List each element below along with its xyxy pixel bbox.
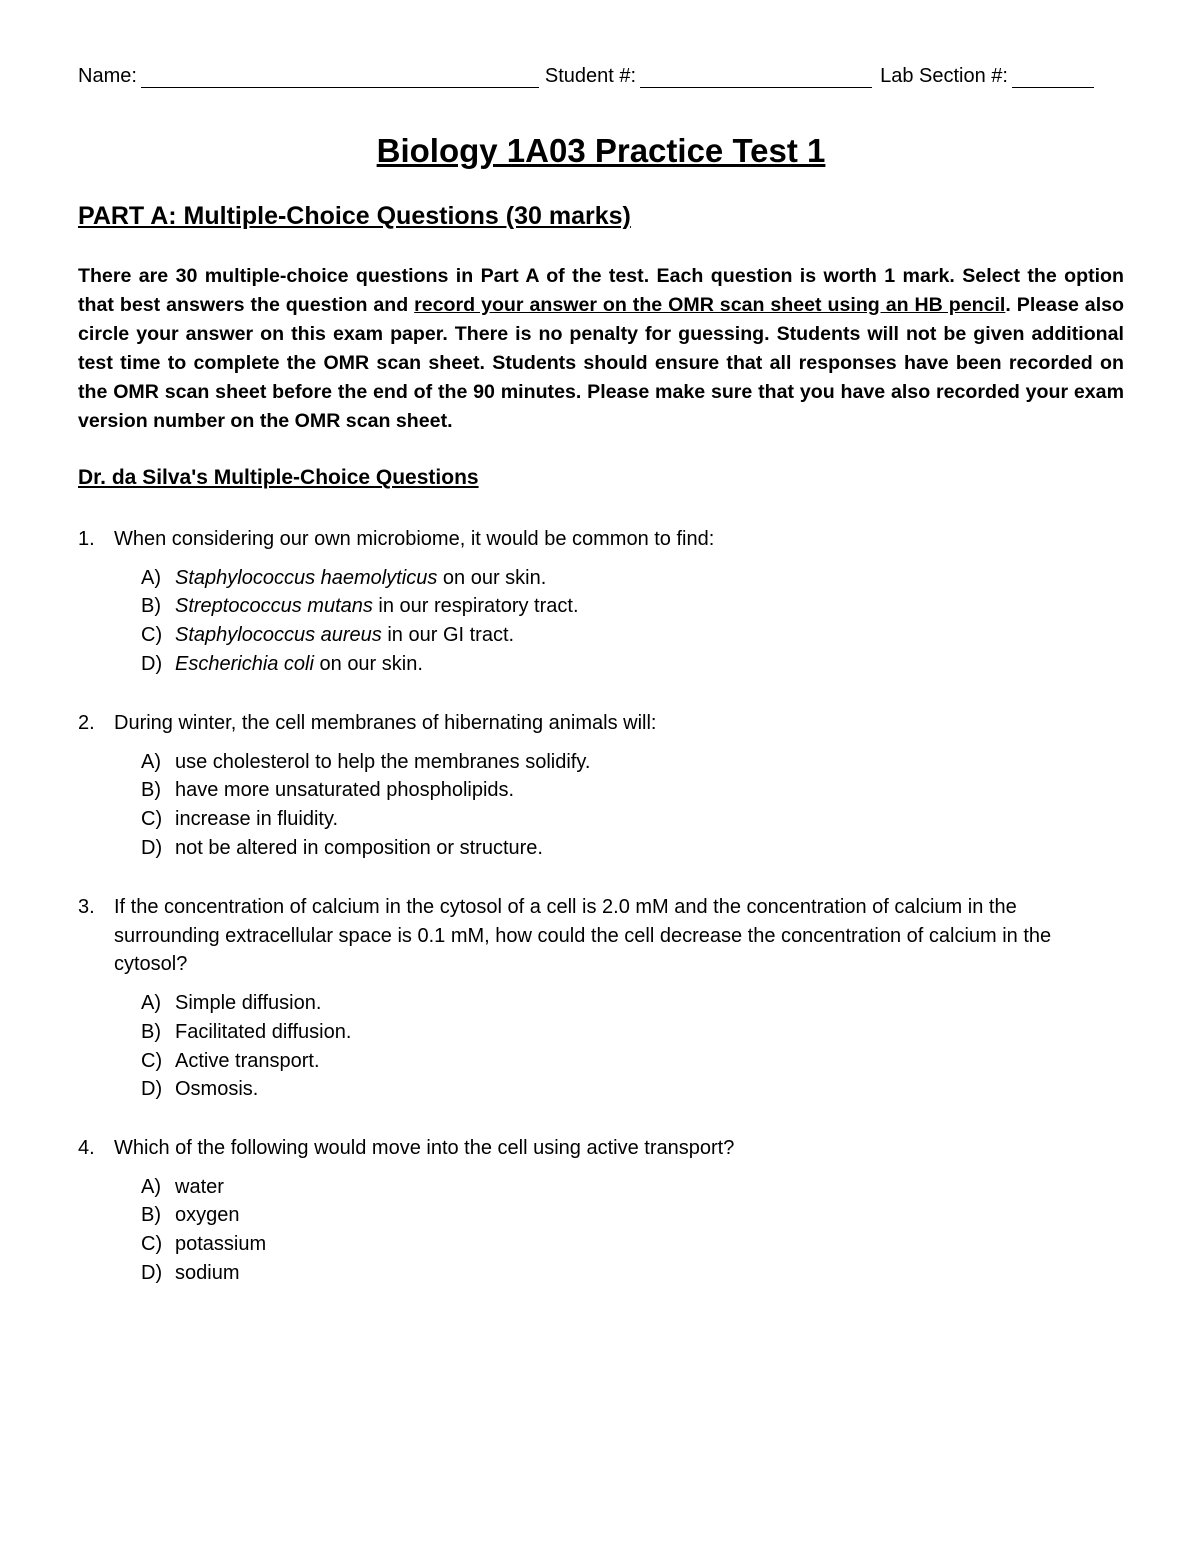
option-letter: B) <box>141 595 161 618</box>
option-letter: C) <box>141 808 163 831</box>
option-species-name: Staphylococcus aureus <box>175 624 382 647</box>
option-letter: A) <box>141 992 161 1015</box>
name-field[interactable] <box>141 65 539 88</box>
option-letter: D) <box>141 836 163 859</box>
lab-section-label: Lab Section #: <box>880 65 1008 87</box>
instructions-text-after: . Please also circle your answer on this exam paper. There is no penalty for guessing. Students will not be given additional test time to complete the OMR scan sheet. Students should ensure that all responses have been recorded on the OMR scan sheet before the end of the 90 minutes. Please make sure that you have also recorded your exam version number on the OMR scan sheet. <box>78 293 1125 432</box>
instructions-underlined-text: record your answer on the OMR scan sheet using an HB pencil <box>414 293 1006 316</box>
option-letter: A) <box>141 750 161 773</box>
question-text: Which of the following would move into the cell using active transport? <box>114 1137 735 1159</box>
option-letter: A) <box>141 566 161 589</box>
option-letter: C) <box>141 1233 163 1256</box>
option-list <box>78 748 1124 863</box>
page-title: Biology 1A03 Practice Test 1 <box>376 132 826 169</box>
option-text: potassium <box>175 1233 267 1256</box>
question-number: 4. <box>78 1137 95 1159</box>
instructions-paragraph <box>78 262 1124 435</box>
option-letter: C) <box>141 1049 163 1072</box>
option-a[interactable] <box>141 989 1124 1018</box>
option-letter: B) <box>141 1020 161 1043</box>
instructions-text-before: There are 30 multiple-choice questions in Part A of the test. Each question is worth 1 mark. Select the option that best answers the question and <box>78 265 1124 316</box>
option-d[interactable] <box>141 1075 1124 1104</box>
option-letter: C) <box>141 624 163 647</box>
option-c[interactable] <box>141 621 1124 650</box>
option-a[interactable] <box>141 564 1124 593</box>
option-b[interactable] <box>141 1201 1124 1230</box>
section-heading: Dr. da Silva's Multiple-Choice Questions <box>78 466 479 489</box>
option-list <box>78 564 1124 679</box>
lab-section-field[interactable] <box>1012 65 1094 88</box>
option-text: on our skin. <box>437 566 547 589</box>
student-number-field[interactable] <box>640 65 872 88</box>
option-d[interactable] <box>141 834 1124 863</box>
option-a[interactable] <box>141 1173 1124 1202</box>
option-c[interactable] <box>141 1230 1124 1259</box>
name-label: Name: <box>78 65 137 87</box>
option-text: increase in fluidity. <box>175 808 339 831</box>
option-text: Active transport. <box>175 1049 320 1072</box>
option-text: water <box>175 1175 224 1198</box>
option-letter: A) <box>141 1175 161 1198</box>
option-c[interactable] <box>141 1047 1124 1076</box>
option-text: Simple diffusion. <box>175 992 322 1015</box>
option-text: use cholesterol to help the membranes solidify. <box>175 750 591 773</box>
question-3 <box>78 893 1124 1104</box>
option-b[interactable] <box>141 1018 1124 1047</box>
option-letter: D) <box>141 1078 163 1101</box>
student-number-label: Student #: <box>544 65 637 87</box>
question-text: If the concentration of calcium in the cytosol of a cell is 2.0 mM and the concentration of calcium in the surrounding extracellular space is 0.1 mM, how could the cell decrease the concentration of calcium in the cytosol? <box>114 896 1052 976</box>
option-text: not be altered in composition or structure. <box>175 836 543 859</box>
option-text: have more unsaturated phospholipids. <box>175 779 515 802</box>
question-text: During winter, the cell membranes of hibernating animals will: <box>114 712 657 734</box>
student-info-fields <box>78 58 1124 88</box>
question-4 <box>78 1134 1124 1288</box>
option-b[interactable] <box>141 592 1124 621</box>
question-number: 1. <box>78 528 95 550</box>
option-text: in our GI tract. <box>381 624 515 647</box>
option-species-name: Staphylococcus haemolyticus <box>175 566 438 589</box>
option-letter: D) <box>141 1261 163 1284</box>
option-letter: B) <box>141 1204 161 1227</box>
question-1 <box>78 525 1124 679</box>
option-letter: D) <box>141 652 163 675</box>
option-text: Osmosis. <box>175 1078 259 1101</box>
question-number: 2. <box>78 712 95 734</box>
option-species-name: Escherichia coli <box>175 652 314 675</box>
option-text: oxygen <box>175 1204 240 1227</box>
option-list <box>78 1173 1124 1288</box>
option-b[interactable] <box>141 776 1124 805</box>
part-heading: PART A: Multiple-Choice Questions (30 marks) <box>78 202 631 230</box>
option-c[interactable] <box>141 805 1124 834</box>
option-text: Facilitated diffusion. <box>175 1020 352 1043</box>
question-number: 3. <box>78 896 95 918</box>
option-text: sodium <box>175 1261 240 1284</box>
option-species-name: Streptococcus mutans <box>175 595 373 618</box>
option-d[interactable] <box>141 650 1124 679</box>
option-text: on our skin. <box>313 652 423 675</box>
option-text: in our respiratory tract. <box>372 595 579 618</box>
question-2 <box>78 709 1124 863</box>
option-letter: B) <box>141 779 161 802</box>
question-text: When considering our own microbiome, it would be common to find: <box>114 528 715 550</box>
option-list <box>78 989 1124 1104</box>
option-a[interactable] <box>141 748 1124 777</box>
option-d[interactable] <box>141 1259 1124 1288</box>
